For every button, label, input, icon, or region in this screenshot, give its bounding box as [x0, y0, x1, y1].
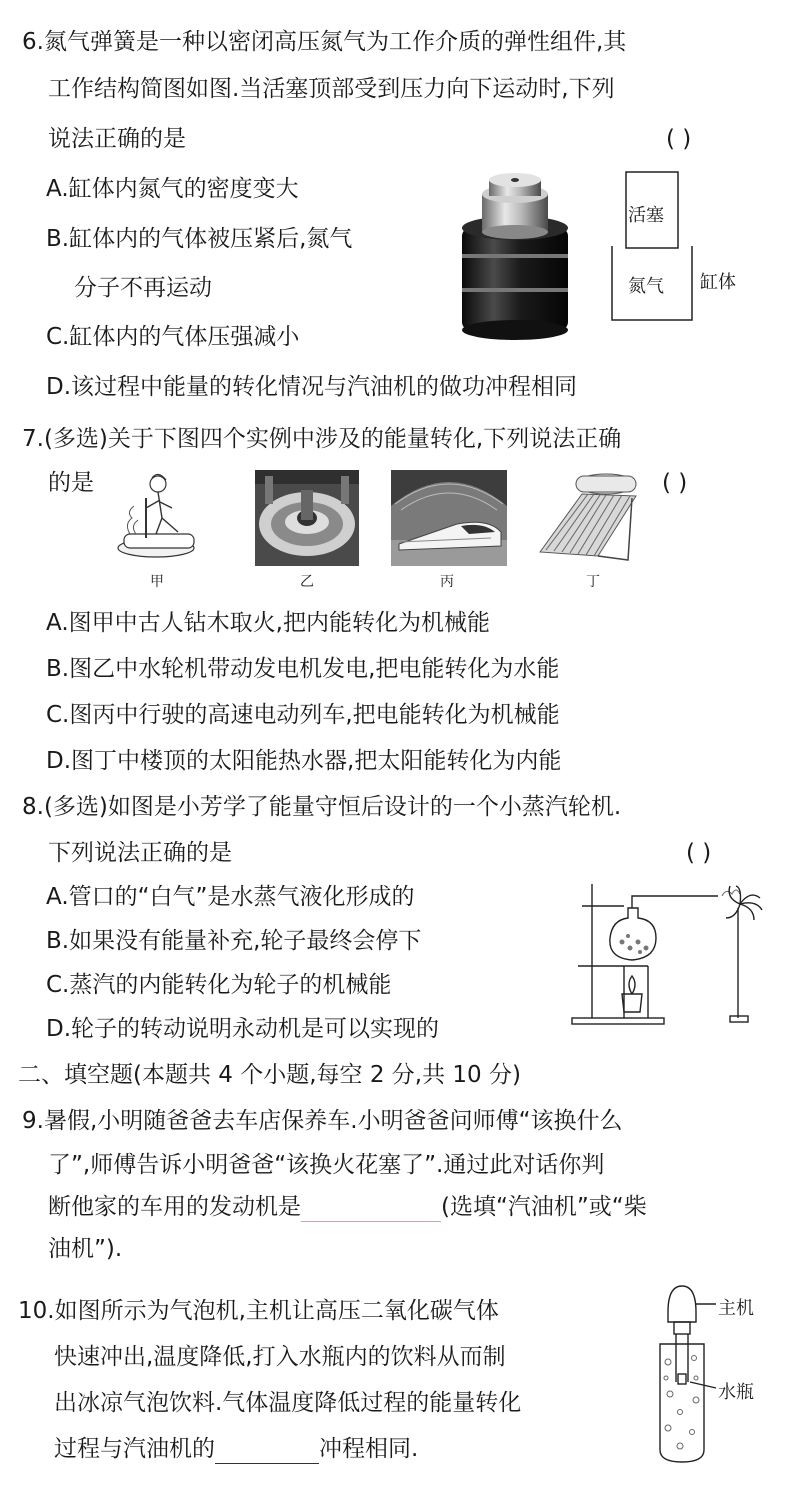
q6-option-a: A.缸体内氮气的密度变大 [46, 176, 299, 202]
solar-water-heater-picture [536, 470, 640, 566]
q6-option-c: C.缸体内的气体压强减小 [46, 324, 300, 350]
q7-stem-line2: 的是 [48, 470, 94, 496]
q8-stem-line2: 下列说法正确的是 [48, 840, 232, 866]
q10-line1: 10.如图所示为气泡机,主机让高压二氧化碳气体 [18, 1298, 499, 1324]
wood-drilling-fire-picture [116, 468, 198, 566]
q7-stem-line1: 7.(多选)关于下图四个实例中涉及的能量转化,下列说法正确 [22, 426, 622, 452]
label-nitrogen: 氮气 [628, 276, 664, 297]
q9-line3 [48, 1192, 647, 1222]
q8-option-d: D.轮子的转动说明永动机是可以实现的 [46, 1016, 440, 1042]
nitrogen-spring-photo [456, 170, 574, 342]
q10-line2: 快速冲出,温度降低,打入水瓶内的饮料从而制 [54, 1344, 506, 1370]
q7-option-b: B.图乙中水轮机带动发电机发电,把电能转化为水能 [46, 656, 560, 682]
q6-option-d: D.该过程中能量的转化情况与汽油机的做功冲程相同 [46, 374, 578, 400]
q7-option-a: A.图甲中古人钻木取火,把内能转化为机械能 [46, 610, 490, 636]
label-cylinder: 缸体 [700, 272, 736, 293]
q6-stem-line2: 工作结构简图如图.当活塞顶部受到压力向下运动时,下列 [48, 76, 615, 102]
q10-answer-blank[interactable] [215, 1439, 319, 1464]
water-turbine-generator-picture [255, 470, 359, 566]
q6-answer-paren: ( ) [666, 126, 692, 152]
q6-stem-line3: 说法正确的是 [48, 126, 186, 152]
q10-line4-before-blank: 过程与汽油机的 [54, 1436, 215, 1462]
caption-yi: 乙 [300, 574, 314, 590]
q7-answer-paren: ( ) [662, 470, 688, 496]
q10-line3: 出冰凉气泡饮料.气体温度降低过程的能量转化 [54, 1390, 522, 1416]
section2-title: 二、填空题(本题共 4 个小题,每空 2 分,共 10 分) [18, 1062, 521, 1088]
q8-answer-paren: ( ) [686, 840, 712, 866]
q6-option-b-line2: 分子不再运动 [74, 275, 212, 301]
caption-bing: 丙 [440, 574, 454, 590]
caption-ding: 丁 [586, 574, 600, 590]
q7-option-c: C.图丙中行驶的高速电动列车,把电能转化为机械能 [46, 702, 560, 728]
q9-line2: 了”,师傅告诉小明爸爸“该换火花塞了”.通过此对话你判 [48, 1152, 605, 1178]
caption-jia: 甲 [150, 574, 164, 590]
q8-stem-line1: 8.(多选)如图是小芳学了能量守恒后设计的一个小蒸汽轮机. [22, 794, 622, 820]
label-host-unit: 主机 [718, 1298, 754, 1319]
q10-line4-after-blank: 冲程相同. [319, 1436, 419, 1462]
q8-option-c: C.蒸汽的内能转化为轮子的机械能 [46, 972, 392, 998]
label-water-bottle: 水瓶 [718, 1382, 754, 1403]
steam-turbine-diagram [568, 880, 784, 1028]
high-speed-train-picture [391, 470, 507, 566]
q9-line1: 9.暑假,小明随爸爸去车店保养车.小明爸爸问师傅“该换什么 [22, 1108, 623, 1134]
q8-option-a: A.管口的“白气”是水蒸气液化形成的 [46, 884, 415, 910]
q6-option-b-line1: B.缸体内的气体被压紧后,氮气 [46, 226, 353, 252]
q10-line4 [54, 1434, 418, 1464]
q9-line3-after-blank: (选填“汽油机”或“柴 [441, 1194, 647, 1220]
q7-option-d: D.图丁中楼顶的太阳能热水器,把太阳能转化为内能 [46, 748, 562, 774]
piston-cylinder-diagram [604, 170, 754, 324]
q6-stem-line1: 6.氮气弹簧是一种以密闭高压氮气为工作介质的弹性组件,其 [22, 29, 627, 55]
label-piston: 活塞 [628, 205, 664, 226]
q9-answer-blank[interactable] [301, 1197, 441, 1222]
q9-line4: 油机”). [48, 1236, 123, 1262]
q9-line3-before-blank: 断他家的车用的发动机是 [48, 1194, 301, 1220]
q8-option-b: B.如果没有能量补充,轮子最终会停下 [46, 928, 422, 954]
